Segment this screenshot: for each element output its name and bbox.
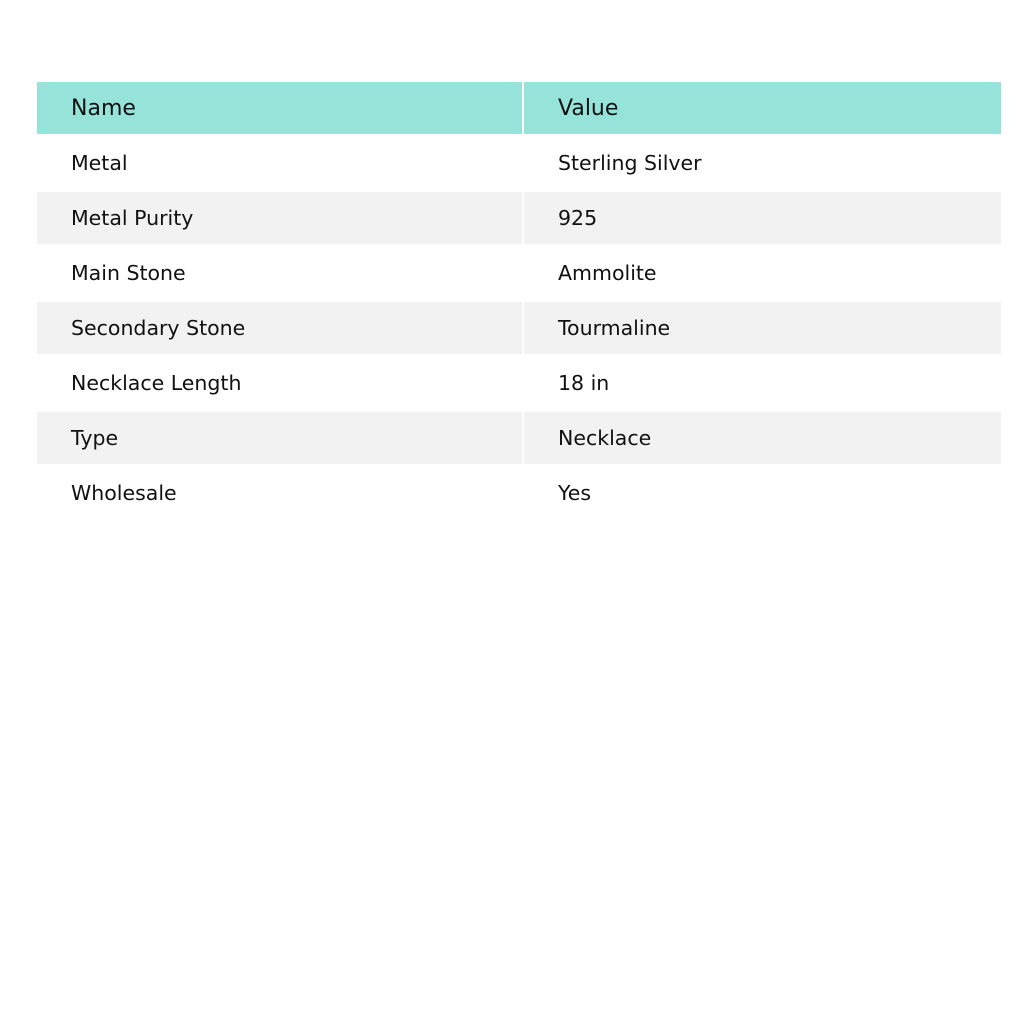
column-header-name: Name	[37, 82, 523, 134]
row-value-cell: Sterling Silver	[523, 134, 1001, 192]
row-value-cell: Tourmaline	[523, 302, 1001, 354]
table-row	[37, 302, 1001, 354]
table-row	[37, 244, 1001, 302]
table-row	[37, 464, 1001, 522]
row-value-cell: Yes	[523, 464, 1001, 522]
row-name-cell: Main Stone	[37, 244, 523, 302]
row-name-cell: Wholesale	[37, 464, 523, 522]
row-name-cell: Metal Purity	[37, 192, 523, 244]
row-name-cell: Necklace Length	[37, 354, 523, 412]
row-value-cell: Necklace	[523, 412, 1001, 464]
specifications-table	[37, 82, 1001, 522]
row-value-cell: 18 in	[523, 354, 1001, 412]
table-header	[37, 82, 1001, 134]
table-body	[37, 134, 1001, 522]
row-value-cell: 925	[523, 192, 1001, 244]
table-row	[37, 134, 1001, 192]
table-row	[37, 412, 1001, 464]
row-name-cell: Secondary Stone	[37, 302, 523, 354]
row-name-cell: Metal	[37, 134, 523, 192]
table-row	[37, 192, 1001, 244]
table-row	[37, 354, 1001, 412]
column-header-value: Value	[523, 82, 1001, 134]
row-value-cell: Ammolite	[523, 244, 1001, 302]
header-row	[37, 82, 1001, 134]
row-name-cell: Type	[37, 412, 523, 464]
